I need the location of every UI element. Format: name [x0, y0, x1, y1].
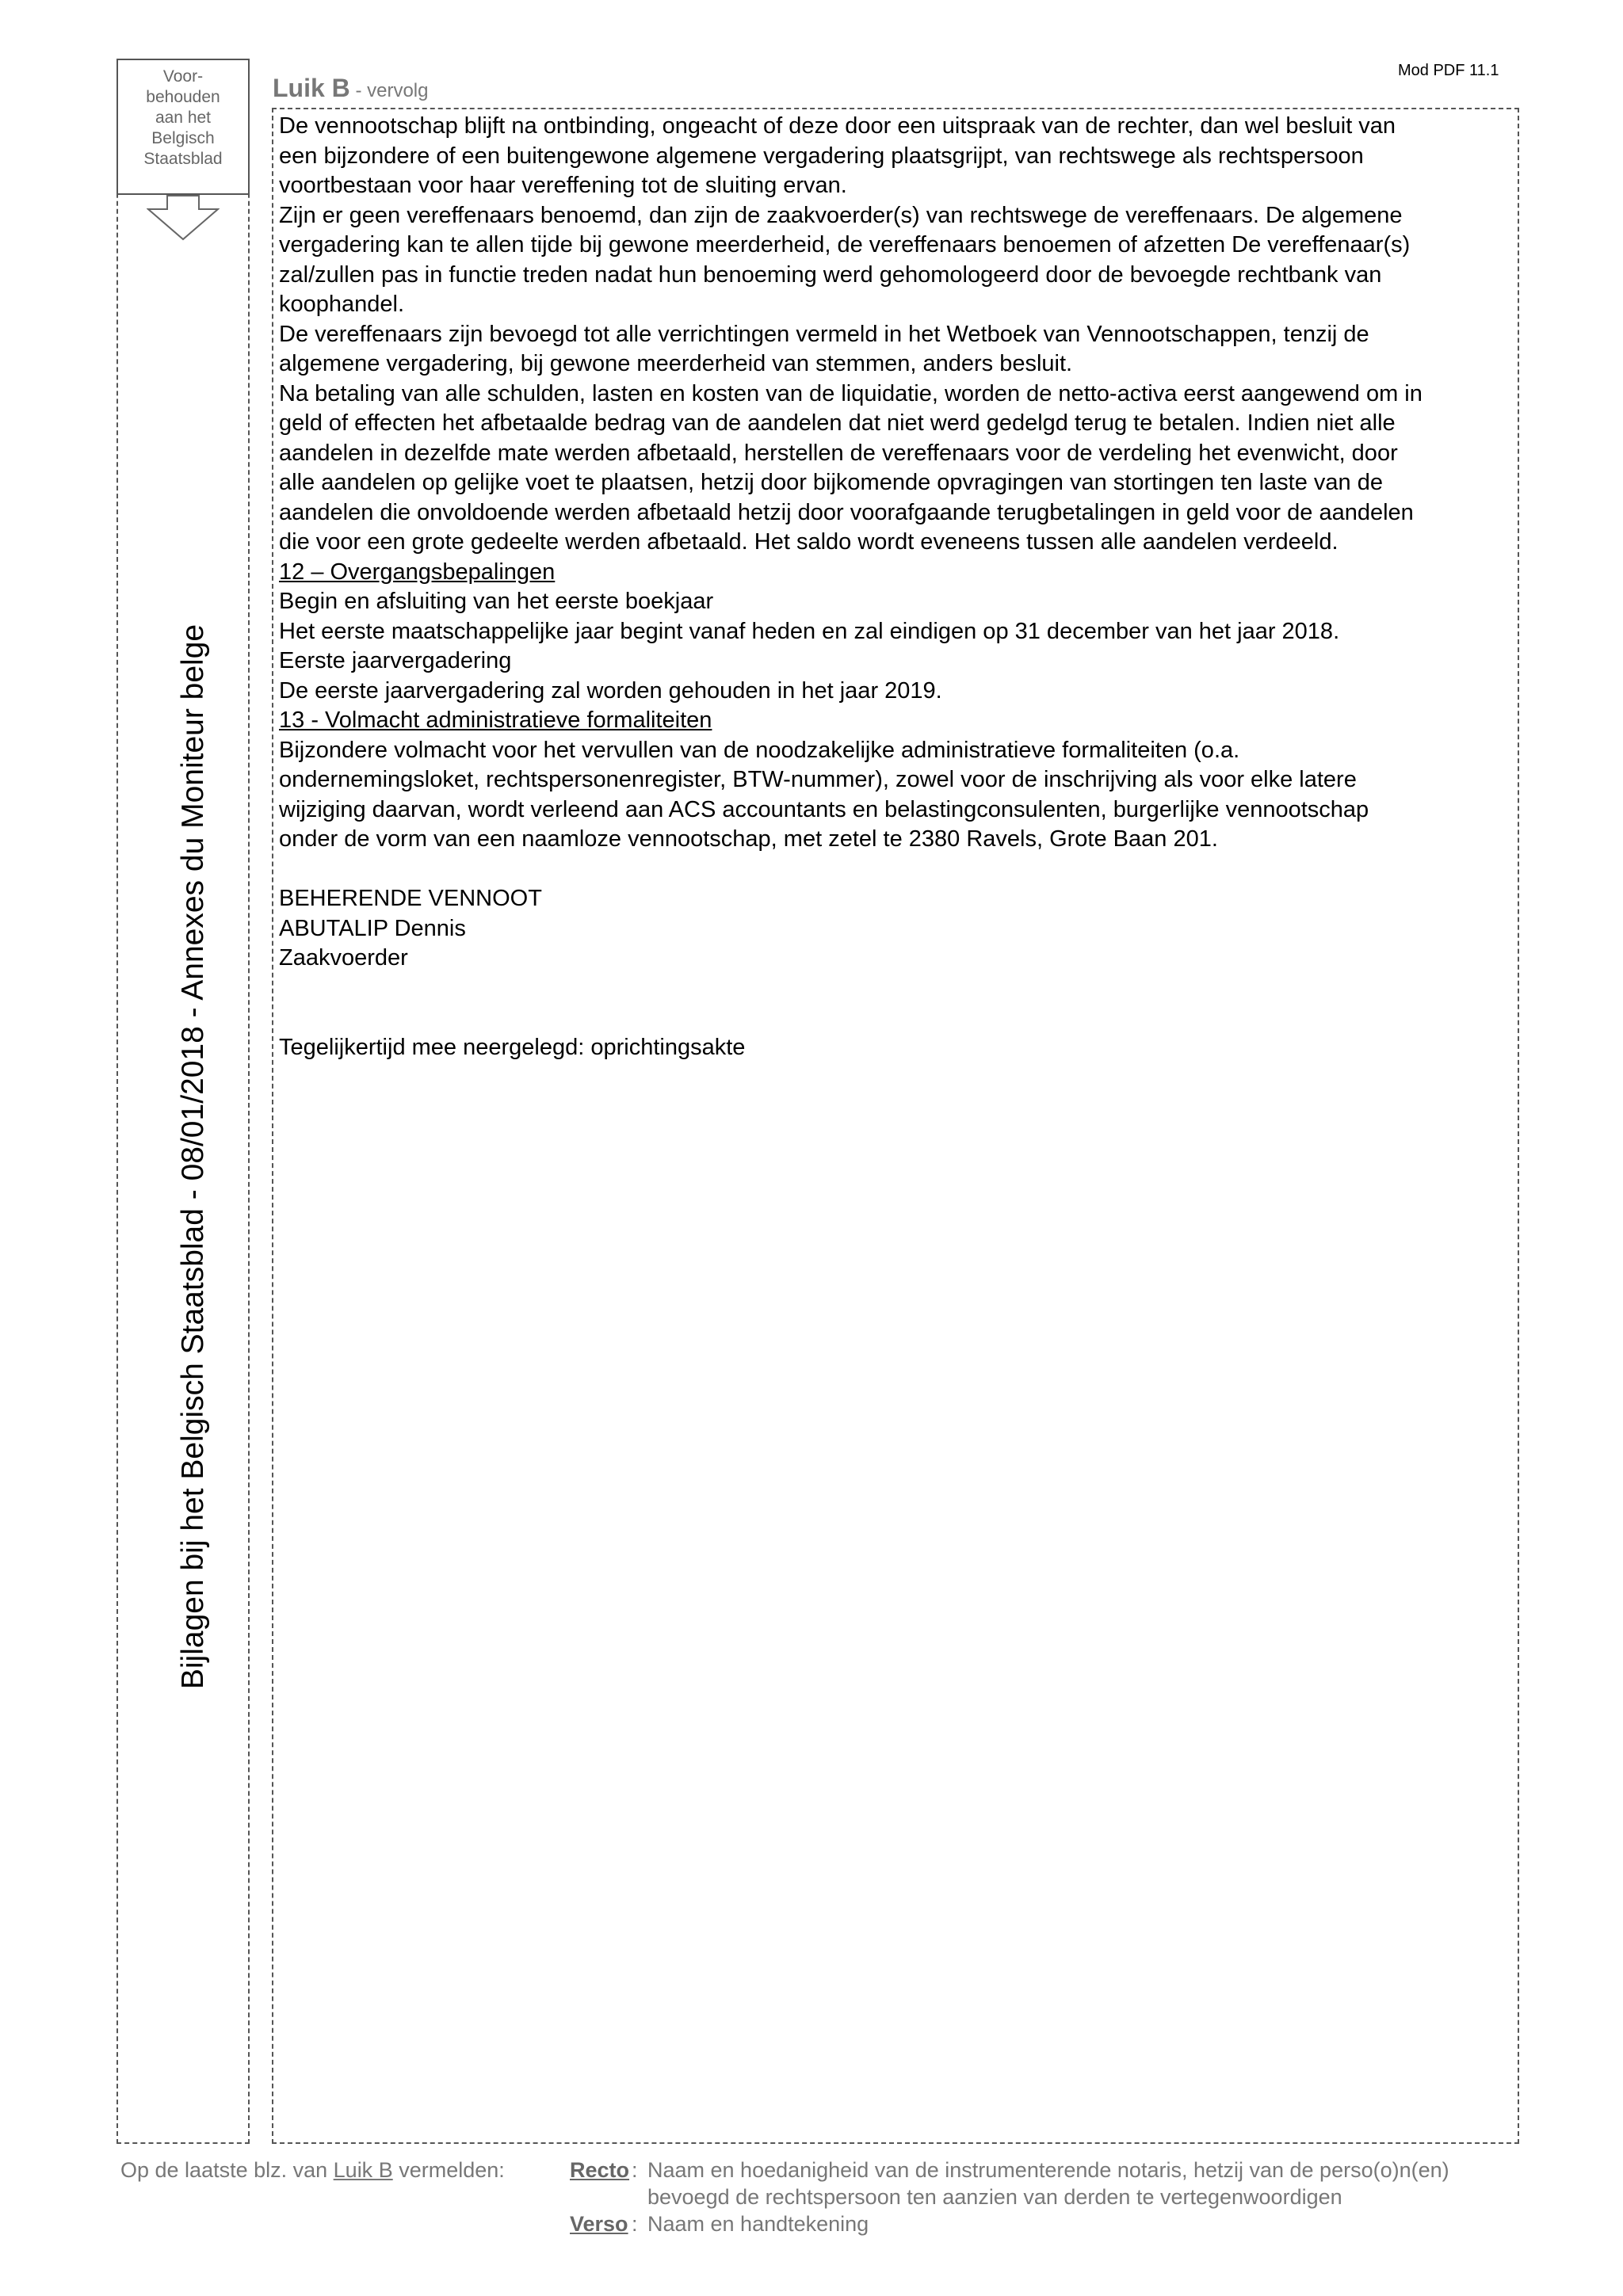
body-line: koophandel.	[279, 292, 405, 317]
body-line: De eerste jaarvergadering zal worden gehouden in het jaar 2019.	[279, 677, 942, 704]
reserved-label-line: aan het	[155, 109, 212, 127]
body-line: aandelen die onvoldoende werden afbetaald hetzij door voorafgaande terugbetalingen in geld voor de aandelen	[279, 499, 1414, 525]
body-line: alle aandelen op gelijke voet te plaatsen, hetzij door bijkomende opvragingen van stortingen ten laste van de	[279, 470, 1383, 495]
section-title-luik: Luik B	[273, 74, 350, 102]
reserved-label-line: behouden	[146, 88, 220, 106]
body-line: onder de vorm van een naamloze vennootschap, met zetel te 2380 Ravels, Grote Baan 201.	[279, 826, 1218, 852]
body-line: zal/zullen pas in functie treden nadat hun benoeming werd gehomologeerd door de bevoegde rechtbank van	[279, 261, 1382, 288]
document-body	[279, 112, 1515, 1062]
body-line: Eerste jaarvergadering	[279, 648, 512, 673]
attachment-note: Tegelijkertijd mee neergelegd: oprichtingsakte	[279, 1034, 746, 1060]
body-line: wijziging daarvan, wordt verleend aan ACS accountants en belastingconsulenten, burgerlijke vennootschap	[279, 796, 1369, 822]
footer-instruction-suffix: vermelden:	[392, 2158, 505, 2182]
reserved-label-line: Voor-	[162, 67, 204, 86]
footer-verso-row	[570, 2210, 1449, 2237]
section-title	[273, 74, 428, 103]
section-heading-12: 12 – Overgangsbepalingen	[279, 559, 556, 585]
body-line: geld of effecten het afbetaalde bedrag van de aandelen dat niet werd gedelgd terug te betalen. Indien niet alle	[279, 410, 1396, 436]
body-line: vergadering kan te allen tijde bij gewone meerderheid, de vereffenaars benoemen of afzetten De vereffenaar(s)	[279, 232, 1411, 257]
body-line: Het eerste maatschappelijke jaar begint vanaf heden en zal eindigen op 31 december van het jaar 2018.	[279, 618, 1340, 644]
body-line: ondernemingsloket, rechtspersonenregister, BTW-nummer), zowel voor de inschrijving als voor elke latere	[279, 767, 1357, 792]
body-line: Begin en afsluiting van het eerste boekjaar	[279, 589, 714, 614]
recto-text-continued: bevoegd de rechtspersoon ten aanzien van derden te vertegenwoordigen	[647, 2185, 1342, 2209]
body-line: Bijzondere volmacht voor het vervullen van de noodzakelijke administratieve formaliteiten (o.a.	[279, 737, 1240, 763]
verso-label: Verso	[570, 2212, 628, 2236]
body-line: De vennootschap blijft na ontbinding, ongeacht of deze door een uitspraak van de rechter, dan wel besluit van	[279, 113, 1396, 139]
verso-text: Naam en handtekening	[647, 2212, 869, 2236]
body-line: een bijzondere of een buitengewone algemene vergadering plaatsgrijpt, van rechtswege als rechtspersoon	[279, 143, 1364, 169]
body-line: Na betaling van alle schulden, lasten en kosten van de liquidatie, worden de netto-activa eerst aangewend om in	[279, 380, 1423, 406]
down-arrow-icon	[147, 195, 220, 241]
reserved-label-line: Belgisch	[151, 129, 215, 147]
section-title-vervolg: - vervolg	[349, 80, 429, 101]
footer-colon: :	[632, 2212, 638, 2236]
recto-text: Naam en hoedanigheid van de instrumenterende notaris, hetzij van de perso(o)n(en)	[647, 2158, 1449, 2182]
reserved-label-line: Staatsblad	[143, 150, 223, 168]
spacer	[279, 855, 1515, 885]
form-version-label: Mod PDF 11.1	[1398, 62, 1499, 79]
spacer	[279, 974, 1515, 1033]
side-caption: Bijlagen bij het Belgisch Staatsblad - 08/01/2018 - Annexes du Moniteur belge	[176, 624, 210, 1690]
body-line: De vereffenaars zijn bevoegd tot alle verrichtingen vermeld in het Wetboek van Vennootschappen, tenzij de	[279, 321, 1369, 347]
footer-instruction	[120, 2157, 505, 2183]
recto-label: Recto	[570, 2158, 630, 2182]
signature-line: BEHERENDE VENNOOT	[279, 886, 542, 911]
footer-recto-row	[570, 2157, 1449, 2183]
body-line: die voor een grote gedeelte werden afbetaald. Het saldo wordt eveneens tussen alle aandelen verdeeld.	[279, 529, 1338, 555]
signature-line: Zaakvoerder	[279, 945, 408, 971]
footer-notes	[570, 2157, 1449, 2237]
reserved-label-box	[116, 59, 250, 195]
section-heading-13: 13 - Volmacht administratieve formaliteiten	[279, 707, 712, 733]
footer-instruction-prefix: Op de laatste blz. van	[120, 2158, 334, 2182]
footer-colon: :	[632, 2158, 638, 2182]
body-line: voortbestaan voor haar vereffening tot de sluiting ervan.	[279, 173, 847, 198]
body-line: Zijn er geen vereffenaars benoemd, dan zijn de zaakvoerder(s) van rechtswege de vereffenaars. De algemene	[279, 202, 1403, 228]
footer-instruction-luik: Luik B	[333, 2158, 393, 2182]
body-line: aandelen in dezelfde mate werden afbetaald, herstellen de vereffenaars voor de verdeling het evenwicht, door	[279, 440, 1398, 466]
body-line: algemene vergadering, bij gewone meerderheid van stemmen, anders besluit.	[279, 351, 1073, 376]
signature-line: ABUTALIP Dennis	[279, 915, 466, 941]
